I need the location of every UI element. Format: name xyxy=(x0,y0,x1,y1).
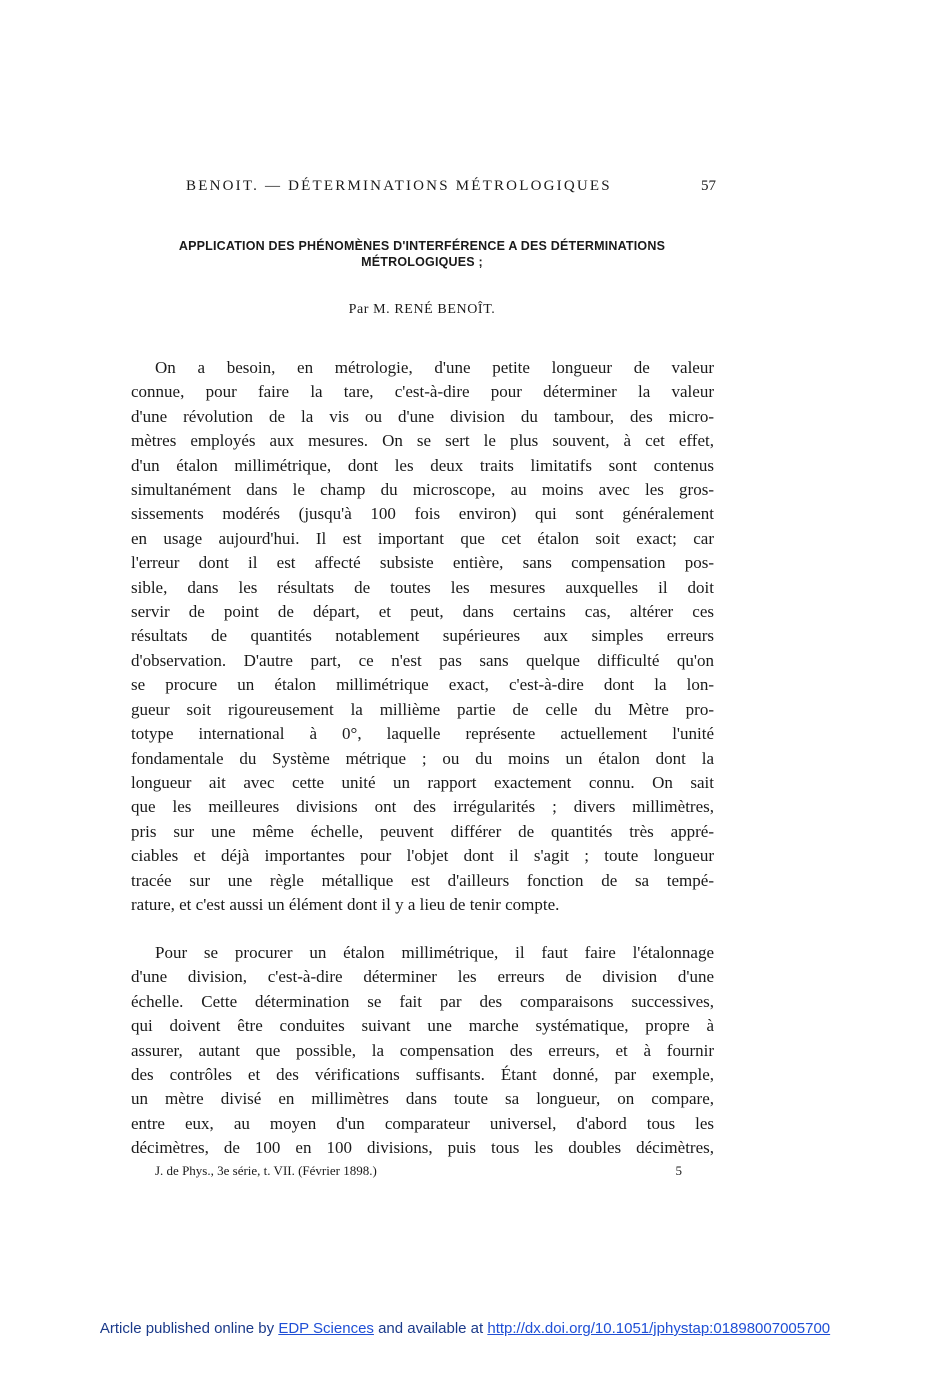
text-line: un mètre divisé en millimètres dans toute sa longueur, on compare, xyxy=(131,1089,714,1109)
text-line: sible, dans les résultats de toutes les mesures auxquelles il doit xyxy=(131,577,714,597)
text-line: assurer, autant que possible, la compensation des erreurs, et à fournir xyxy=(131,1040,714,1060)
title-line-2: MÉTROLOGIQUES ; xyxy=(361,255,483,269)
text-line: entre eux, au moyen d'un comparateur universel, d'abord tous les xyxy=(131,1113,714,1133)
article-title xyxy=(130,238,714,270)
text-line: pris sur une même échelle, peuvent différer de quantités très appré- xyxy=(131,821,714,841)
text-line: tracée sur une règle métallique est d'ailleurs fonction de sa tempé- xyxy=(131,870,714,890)
text-line: des contrôles et des vérifications suffisants. Étant donné, par exemple, xyxy=(131,1065,714,1085)
text-line: gueur soit rigoureusement la millième partie de celle du Mètre pro- xyxy=(131,699,714,719)
text-line: longueur ait avec cette unité un rapport exactement connu. On sait xyxy=(131,772,714,792)
author-byline: Par M. RENÉ BENOÎT. xyxy=(348,302,496,317)
text-line: mètres employés aux mesures. On se sert le plus souvent, à cet effet, xyxy=(131,431,714,451)
title-line-1: APPLICATION DES PHÉNOMÈNES D'INTERFÉRENCE A DES DÉTERMINATIONS xyxy=(178,239,666,253)
page-number: 57 xyxy=(701,178,716,194)
text-line: fondamentale du Système métrique ; ou du moins un étalon dont la xyxy=(131,748,714,768)
text-line: sissements modérés (jusqu'à 100 fois environ) qui sont généralement xyxy=(131,504,714,524)
text-line: ciables et déjà importantes pour l'objet dont il s'agit ; toute longueur xyxy=(131,846,714,866)
publication-banner xyxy=(0,1320,930,1337)
paragraph-1 xyxy=(131,356,714,917)
text-line: que les meilleures divisions ont des irrégularités ; divers millimètres, xyxy=(131,797,714,817)
text-line: totype international à 0°, laquelle représente actuellement l'unité xyxy=(131,724,714,744)
text-line: d'une révolution de la vis ou d'une division du tambour, des micro- xyxy=(131,406,714,426)
banner-middle: and available at xyxy=(378,1320,484,1337)
text-line: échelle. Cette détermination se fait par des comparaisons successives, xyxy=(131,991,714,1011)
text-line: simultanément dans le champ du microscope, au moins avec les gros- xyxy=(131,480,714,500)
text-line: l'erreur dont il est affecté subsiste entière, sans compensation pos- xyxy=(131,553,714,573)
journal-citation: J. de Phys., 3e série, t. VII. (Février 1898.) xyxy=(155,1163,377,1178)
running-head-text: BENOIT. — DÉTERMINATIONS MÉTROLOGIQUES xyxy=(186,178,612,194)
journal-footer xyxy=(155,1163,682,1179)
text-line: Pour se procurer un étalon millimétrique, il faut faire l'étalonnage xyxy=(155,943,714,962)
publisher-link[interactable]: EDP Sciences xyxy=(278,1320,374,1337)
doi-link[interactable]: http://dx.doi.org/10.1051/jphystap:01898007005700 xyxy=(487,1320,831,1337)
text-line: connue, pour faire la tare, c'est-à-dire pour déterminer la valeur xyxy=(131,382,714,402)
text-line: en usage aujourd'hui. Il est important que cet étalon soit exact; car xyxy=(131,528,714,548)
signature-mark: 5 xyxy=(675,1163,682,1178)
paragraph-2 xyxy=(131,941,714,1161)
text-line: servir de point de départ, et peut, dans certains cas, altérer ces xyxy=(131,602,714,622)
text-line: décimètres, de 100 en 100 divisions, puis tous les doubles décimètres, xyxy=(131,1138,714,1158)
text-line: résultats de quantités notablement supérieures aux simples erreurs xyxy=(131,626,714,646)
text-line: d'une division, c'est-à-dire déterminer les erreurs de division d'une xyxy=(131,967,714,987)
text-line: qui doivent être conduites suivant une marche systématique, propre à xyxy=(131,1016,714,1036)
text-line: se procure un étalon millimétrique exact, c'est-à-dire dont la lon- xyxy=(131,675,714,695)
text-line: On a besoin, en métrologie, d'une petite longueur de valeur xyxy=(155,358,714,377)
banner-prefix: Article published online by xyxy=(99,1320,275,1337)
text-line: rature, et c'est aussi un élément dont il y a lieu de tenir compte. xyxy=(131,894,560,914)
text-line: d'un étalon millimétrique, dont les deux traits limitatifs sont contenus xyxy=(131,455,714,475)
running-head xyxy=(186,178,716,195)
text-line: d'observation. D'autre part, ce n'est pas sans quelque difficulté qu'on xyxy=(131,650,714,670)
